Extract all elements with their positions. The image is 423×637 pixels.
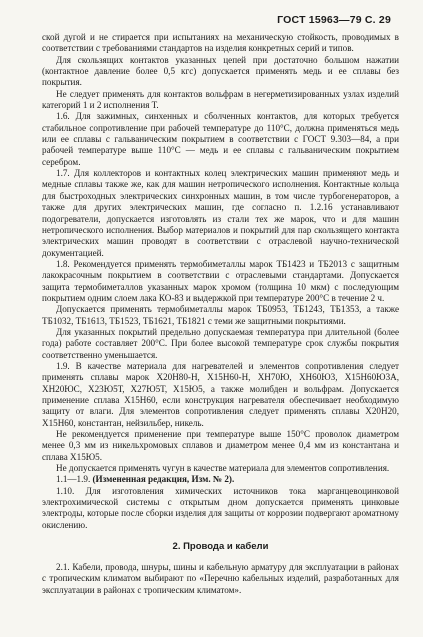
amendment-bold: (Измененная редакция, Изм. № 2). [92, 474, 235, 485]
paragraph: Не следует применять для контактов вольфрам в негерметизированных узлах изделий категорий 1 и 2 исполнения Т. [42, 88, 399, 111]
amendment-prefix: 1.1—1.9. [56, 474, 91, 485]
paragraph: 2.1. Кабели, провода, шнуры, шины и кабельную арматуру для эксплуатации в районах с тропическим климатом выбирают по «Перечню кабельных изделий, разработанных для эксплуатации в районах с тропическим климатом». [42, 562, 399, 595]
paragraph: 1.6. Для зажимных, синхенных и сболченных контактов, для которых требуется стабильное сопротивление при рабочей температуре до 110°С, должна применяться медь или ее сплавы с гальваническим покрытием в соответствии с ГОСТ 9.303—84, а при рабочей температуре выше 110°С — медь и ее сплавы с гальваническим покрытием серебром. [42, 111, 399, 167]
paragraph: Для скользящих контактов указанных цепей при достаточно большом нажатии (контактное давление более 0,5 кгс) допускается применять медь и ее сплавы без покрытия. [42, 54, 399, 88]
section-title: 2. Провода и кабели [172, 541, 269, 553]
paragraph: Не рекомендуется применение при температуре выше 150°С проволок диаметром менее 0,3 мм из никельхромовых сплавов и диаметром менее 0,4 мм из константана и сплава Х15Ю5. [42, 429, 399, 462]
page-header: ГОСТ 15963—79 С. 29 [277, 14, 391, 26]
paragraph: 1.7. Для коллекторов и контактных колец электрических машин применяют медь и медные сплавы также же, как для машин нетропического исполнения. Контактные кольца для быстроходных электрических синхронных машин, в том числе турбогенераторов, а также для других электрических машин, где согласно п. 1.2.16 устанавливают подогреватели, допускается изготовлять из стали тех же марок, что и для машин нетропического исполнения. Выбор материалов и покрытий для пар скользящего контакта электрических машин проводят в соответствии с отраслевой научно-технической документацией. [42, 168, 399, 258]
paragraph: 1.8. Рекомендуется применять термобиметаллы марок ТБ1423 и ТБ2013 с защитным лакокрасочным покрытием в соответствии с отраслевыми стандартами. Допускается защита термобиметаллов указанных марок хромом (толщина 10 мкм) с последующим покрытием одним слоем лака КО-83 и выдержкой при температуре 200°С в течение 2 ч. [42, 258, 399, 303]
paragraph: 1.10. Для изготовления химических источников тока марганцевоцинковой электрохимической системы с открытым дном допускается применять цинковые электроды, которые после сборки изделия для защиты от коррозии подвергают ароматному окислению. [42, 485, 399, 530]
paragraph: Допускается применять термобиметаллы марок ТБ0953, ТБ1243, ТБ1353, а также ТБ1032, ТБ1613, ТБ1523, ТБ1621, ТБ1821 с теми же защитными покрытиями. [42, 304, 399, 326]
document-body [42, 32, 399, 596]
paragraph: ской дугой и не стирается при испытаниях на механическую стойкость, проводимых в соответствии с требованиями стандартов на изделия конкретных серий и типов. [42, 32, 399, 54]
paragraph: Не допускается применять чугун в качестве материала для элементов сопротивления. [56, 463, 390, 474]
paragraph: Для указанных покрытий предельно допускаемая температура при длительной (более года) работе составляет 200°С. При более высокой температуре срок службы покрытия соответственно уменьшается. [42, 326, 399, 360]
amendment-note [42, 474, 399, 485]
paragraph: 1.9. В качестве материала для нагревателей и элементов сопротивления следует применять сплавы марок Х20Н80-Н, Х15Н60-Н, ХН70Ю, ХН60Ю3, Х15Н60Ю3А, ХН20ЮС, Х23Ю5Т, Х27Ю5Т, Х15Ю5, а также молибден и вольфрам. Допускается применение сплава Х15Н60, если конструкция нагревателя обеспечивает необходимую защиту от влаги. Для элементов сопротивления следует применять сплавы Х20Н20, Х15Н60, константан, нейзильбер, никель. [42, 360, 399, 428]
